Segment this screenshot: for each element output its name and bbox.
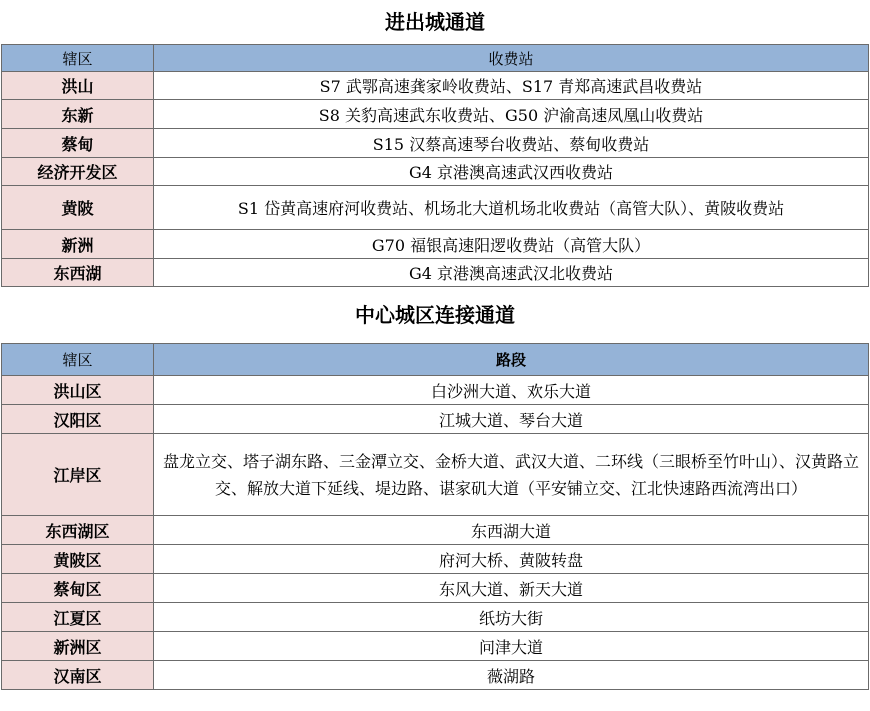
value-cell: G4 京港澳高速武汉西收费站 (154, 158, 869, 186)
section2-title: 中心城区连接通道 (355, 303, 515, 327)
value-cell: S7 武鄂高速龚家岭收费站、S17 青郑高速武昌收费站 (154, 72, 869, 100)
table-row (2, 230, 869, 259)
value-cell: S1 岱黄高速府河收费站、机场北大道机场北收费站（高管大队）、黄陂收费站 (154, 186, 869, 230)
table-header-row (2, 45, 869, 72)
section1-title: 进出城通道 (385, 10, 485, 34)
district-cell: 洪山 (2, 72, 154, 100)
value-cell: S15 汉蔡高速琴台收费站、蔡甸收费站 (154, 129, 869, 158)
table-row (2, 632, 869, 661)
value-cell: S8 关豹高速武东收费站、G50 沪渝高速凤凰山收费站 (154, 100, 869, 129)
value-cell: G4 京港澳高速武汉北收费站 (154, 259, 869, 287)
district-cell: 蔡甸区 (2, 574, 154, 603)
district-cell: 新洲区 (2, 632, 154, 661)
header-station: 收费站 (154, 45, 869, 72)
district-cell: 汉南区 (2, 661, 154, 690)
district-cell: 江岸区 (2, 434, 154, 516)
table-row (2, 574, 869, 603)
table-row (2, 259, 869, 287)
header-district: 辖区 (2, 45, 154, 72)
table-row (2, 545, 869, 574)
central-connection-table (1, 343, 869, 690)
district-cell: 洪山区 (2, 376, 154, 405)
value-cell: 东西湖大道 (154, 516, 869, 545)
entry-exit-table (1, 44, 869, 287)
table-row (2, 516, 869, 545)
table-row (2, 405, 869, 434)
value-cell: 府河大桥、黄陂转盘 (154, 545, 869, 574)
district-cell: 汉阳区 (2, 405, 154, 434)
district-cell: 新洲 (2, 230, 154, 259)
table-row (2, 434, 869, 516)
table-row (2, 376, 869, 405)
table-header-row (2, 344, 869, 376)
header-district: 辖区 (2, 344, 154, 376)
district-cell: 东新 (2, 100, 154, 129)
table-row (2, 158, 869, 186)
district-cell: 黄陂区 (2, 545, 154, 574)
district-cell: 东西湖 (2, 259, 154, 287)
value-cell: 东风大道、新天大道 (154, 574, 869, 603)
district-cell: 蔡甸 (2, 129, 154, 158)
district-cell: 黄陂 (2, 186, 154, 230)
value-cell: G70 福银高速阳逻收费站（高管大队） (154, 230, 869, 259)
district-cell: 经济开发区 (2, 158, 154, 186)
value-cell: 白沙洲大道、欢乐大道 (154, 376, 869, 405)
table-row (2, 129, 869, 158)
value-cell: 盘龙立交、塔子湖东路、三金潭立交、金桥大道、武汉大道、二环线（三眼桥至竹叶山）、汉黄路立交、解放大道下延线、堤边路、谌家矶大道（平安铺立交、江北快速路西流湾出口） (154, 434, 869, 516)
table-row (2, 186, 869, 230)
table-row (2, 603, 869, 632)
value-cell: 纸坊大街 (154, 603, 869, 632)
table-row (2, 661, 869, 690)
value-cell: 江城大道、琴台大道 (154, 405, 869, 434)
value-cell: 薇湖路 (154, 661, 869, 690)
table-row (2, 72, 869, 100)
value-cell: 问津大道 (154, 632, 869, 661)
table-row (2, 100, 869, 129)
header-road: 路段 (154, 344, 869, 376)
district-cell: 江夏区 (2, 603, 154, 632)
district-cell: 东西湖区 (2, 516, 154, 545)
